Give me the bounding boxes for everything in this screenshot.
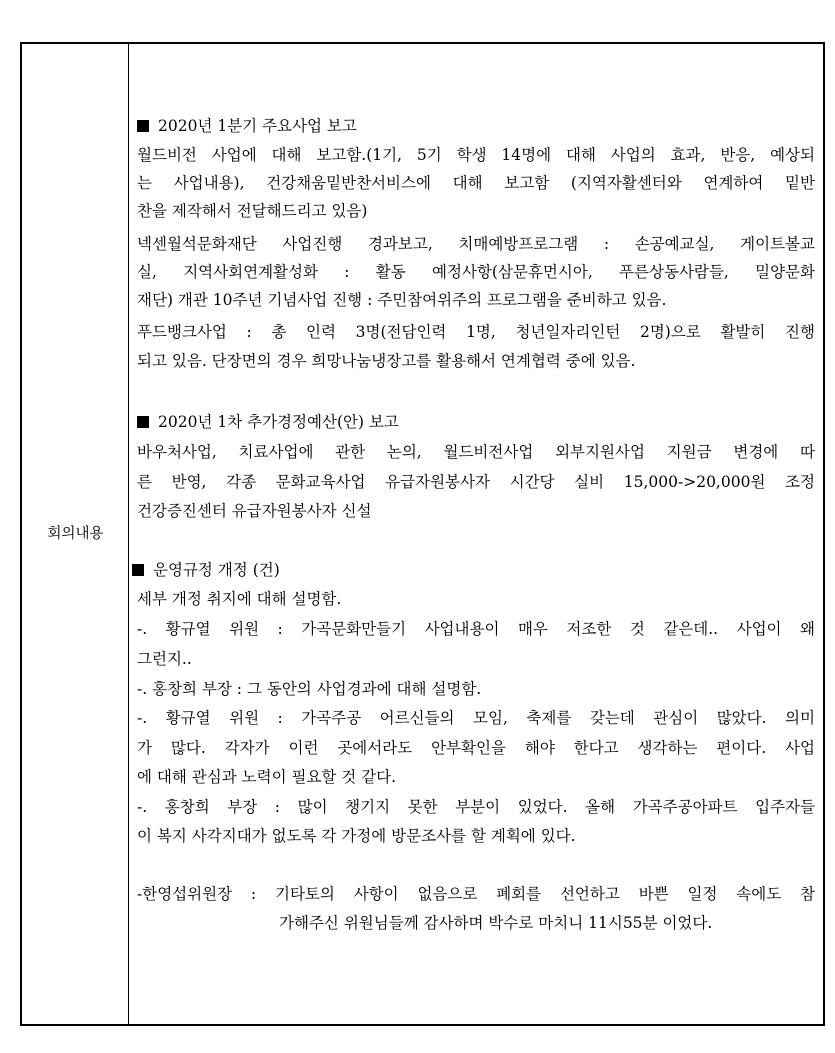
text-line: 건강증진센터 유급자원봉사자 신설	[137, 502, 372, 520]
text-line: 에 대해 관심과 노력이 필요할 것 같다.	[137, 768, 397, 786]
minutes-table	[20, 42, 825, 1026]
text-line: 월드비전 사업에 대해 보고함.(1기, 5기 학생 14명에 대해 사업의 효과, 반응, 예상되	[137, 146, 815, 164]
text-line: 는 사업내용), 건강채움밑반찬서비스에 대해 보고함 (지역자활센터와 연계하여 밑반	[137, 174, 815, 192]
text-line: 찬을 제작해서 전달해드리고 있음)	[137, 202, 368, 220]
text-line: -. 황규열 위원 : 가곡주공 어르신들의 모임, 축제를 갖는데 관심이 많았다. 의미	[137, 709, 815, 727]
text-line: 넥센월석문화재단 사업진행 경과보고, 치매예방프로그램 : 손공예교실, 게이트볼교	[137, 235, 815, 253]
text-line: 푸드뱅크사업 : 총 인력 3명(전담인력 1명, 청년일자리인턴 2명)으로 활발히 진행	[137, 323, 815, 341]
content-column	[129, 44, 823, 1024]
text-line: -. 홍창희 부장 : 많이 챙기지 못한 부분이 있었다. 올해 가곡주공아파트 입주자들	[137, 798, 815, 816]
text-line: 가 많다. 각자가 이런 곳에서라도 안부확인을 해야 한다고 생각하는 편이다. 사업	[137, 739, 815, 757]
text-line: 실, 지역사회연계활성화 : 활동 예정사항(삼문휴먼시아, 푸른상동사람들, 밀양문화	[137, 263, 815, 281]
text-line: 재단) 개관 10주년 기념사업 진행 : 주민참여위주의 프로그램을 준비하고 있음.	[137, 291, 667, 309]
label-column	[22, 44, 129, 1024]
row-label: 회의내용	[47, 526, 104, 542]
text-line: 그런지..	[137, 650, 192, 668]
text-line: 바우처사업, 치료사업에 관한 논의, 월드비전사업 외부지원사업 지원금 변경에 따	[137, 443, 815, 461]
text-line: 이 복지 사각지대가 없도록 각 가정에 방문조사를 할 계획에 있다.	[137, 827, 576, 845]
text-line: 른 반영, 각종 문화교육사업 유급자원봉사자 시간당 실비 15,000->20,000원 조정	[137, 473, 815, 491]
text-line: 되고 있음. 단장면의 경우 희망나눔냉장고를 활용해서 연계협력 중에 있음.	[137, 352, 636, 370]
section-heading: 2020년 1분기 주요사업 보고	[137, 116, 815, 136]
square-bullet-icon	[132, 564, 144, 576]
section-heading: 2020년 1차 추가경정예산(안) 보고	[137, 412, 815, 432]
closing-line: -한영섭위원장 : 기타토의 사항이 없음으로 폐회를 선언하고 바쁜 일정 속에도 참	[137, 885, 815, 903]
closing-line: 가해주신 위원님들께 감사하며 박수로 마치니 11시55분 이었다.	[279, 914, 713, 932]
text-line: 세부 개정 취지에 대해 설명함.	[137, 590, 342, 608]
section-heading: 운영규정 개정 (건)	[132, 560, 815, 580]
square-bullet-icon	[137, 120, 149, 132]
text-line: -. 황규열 위원 : 가곡문화만들기 사업내용이 매우 저조한 것 같은데.. 사업이 왜	[137, 620, 815, 638]
square-bullet-icon	[137, 416, 149, 428]
text-line: -. 홍창희 부장 : 그 동안의 사업경과에 대해 설명함.	[137, 680, 482, 698]
